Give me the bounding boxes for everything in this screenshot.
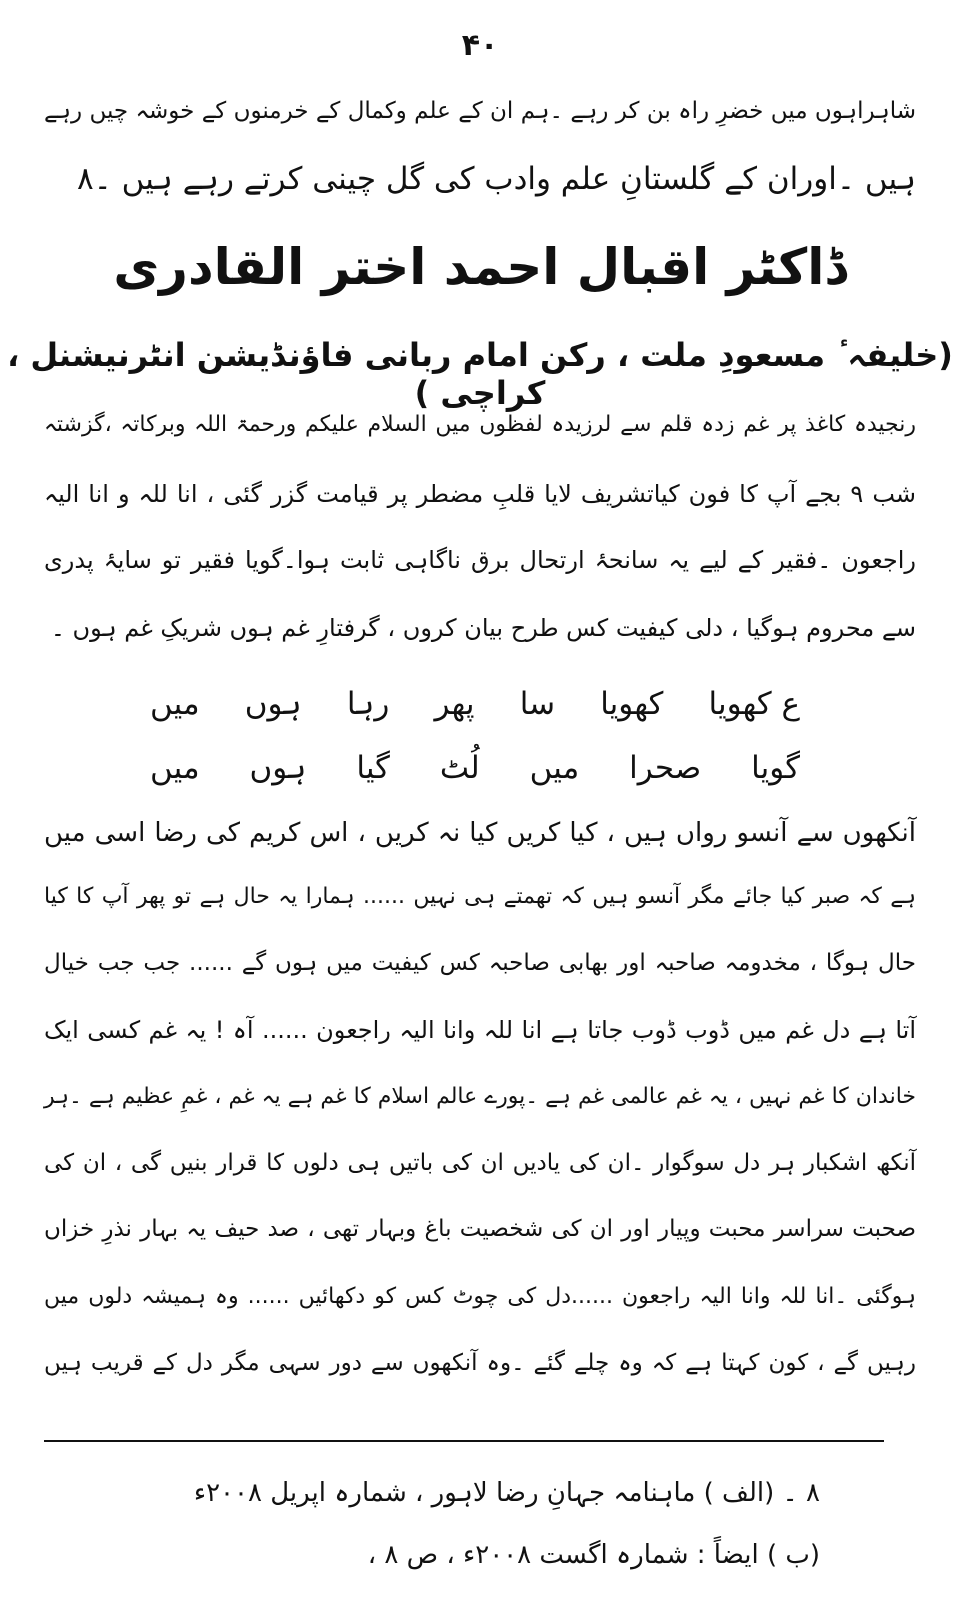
verse-word: گیا: [356, 750, 390, 786]
footnote: ۸ ۔ (الف ) ماہنامہ جہانِ رضا لاہور ، شمارہ اپریل ۲۰۰۸ء: [193, 1478, 820, 1508]
page-number: ۴۰: [461, 28, 499, 63]
verse-word: میں: [529, 750, 580, 786]
verse-line: [150, 750, 800, 786]
paragraph-line: آنکھوں سے آنسو رواں ہیں ، کیا کریں کیا نہ کریں ، اس کریم کی رضا اسی میں: [44, 818, 916, 848]
verse-word: ہوں: [244, 686, 302, 722]
paragraph-line: شب ۹ بجے آپ کا فون کیاتشریف لایا قلبِ مضطر پر قیامت گزر گئی ، انا للہ و انا الیہ: [44, 480, 916, 508]
verse-word: صحرا: [629, 750, 702, 786]
section-title: ڈاکٹر اقبال احمد اختر القادری: [113, 238, 847, 296]
verse-word: رہا: [346, 686, 390, 722]
paragraph-line: ہے کہ صبر کیا جائے مگر آنسو ہیں کہ تھمتے ہی نہیں ...... ہمارا یہ حال ہے تو پھر آپ کا کیا: [44, 884, 916, 909]
verse-word: سا: [519, 686, 556, 722]
paragraph-line: رہیں گے ، کون کہتا ہے کہ وہ چلے گئے ۔وہ آنکھوں سے دور سہی مگر دل کے قریب ہیں: [44, 1350, 916, 1376]
verse-word: کھویا: [600, 686, 664, 722]
paragraph-line: حال ہوگا ، مخدومہ صاحبہ اور بھابی صاحبہ کس کیفیت میں ہوں گے ...... جب جب خیال: [44, 950, 916, 976]
verse-line: [150, 686, 800, 722]
verse-word: لُٹ: [439, 750, 480, 786]
paragraph-line: خاندان کا غم نہیں ، یہ غم عالمی غم ہے ۔پورے عالم اسلام کا غم ہے یہ غم ، غمِ عظیم ہے ۔ہر: [44, 1084, 916, 1109]
paragraph-line: سے محروم ہوگیا ، دلی کیفیت کس طرح بیان کروں ، گرفتارِ غم ہوں شریکِ غم ہوں ۔: [50, 614, 916, 642]
paragraph-line: ہوگئی ۔انا للہ وانا الیہ راجعون ......دل کی چوٹ کس کو دکھائیں ...... وہ ہمیشہ دلوں میں: [44, 1284, 916, 1309]
footnote-divider: [44, 1440, 884, 1442]
intro-line: ہیں ۔اوران کے گلستانِ علم وادب کی گل چینی کرتے رہے ہیں ۔۸: [76, 161, 916, 197]
paragraph-line: صحبت سراسر محبت وپیار اور ان کی شخصیت باغ وبہار تھی ، صد حیف یہ بہار نذرِ خزاں: [44, 1216, 916, 1242]
footnote: (ب ) ایضاً : شمارہ اگست ۲۰۰۸ء ، ص ۸ ،: [367, 1540, 820, 1570]
verse-word: پھر: [434, 686, 475, 722]
intro-line: شاہراہوں میں خضرِ راہ بن کر رہے ۔ہم ان کے علم وکمال کے خرمنوں کے خوشہ چیں رہے: [44, 98, 916, 124]
paragraph-line: رنجیدہ کاغذ پر غم زدہ قلم سے لرزیدہ لفظوں میں السلام علیکم ورحمۃ اللہ وبرکاتہ ،گزشتہ: [44, 412, 916, 437]
paragraph-line: آتا ہے دل غم میں ڈوب ڈوب جاتا ہے انا للہ وانا الیہ راجعون ...... آہ ! یہ غم کسی ایک: [44, 1016, 916, 1044]
paragraph-line: راجعون ۔فقیر کے لیے یہ سانحۂ ارتحال برق ناگاہی ثابت ہوا۔گویا فقیر تو سایۂ پدری: [44, 546, 917, 574]
verse-word: میں: [150, 686, 200, 722]
verse-word: گویا: [751, 750, 800, 786]
verse-word: ع کھویا: [708, 686, 800, 722]
verse-word: ہوں: [249, 750, 307, 786]
section-subtitle: (خلیفہ ٔ مسعودِ ملت ، رکن امام ربانی فاؤنڈیشن انٹرنیشنل ، کراچی ): [7, 336, 953, 412]
verse-word: میں: [150, 750, 200, 786]
paragraph-line: آنکھ اشکبار ہر دل سوگوار ۔ان کی یادیں ان کی باتیں ہی دلوں کا قرار بنیں گی ، ان کی: [44, 1150, 916, 1176]
